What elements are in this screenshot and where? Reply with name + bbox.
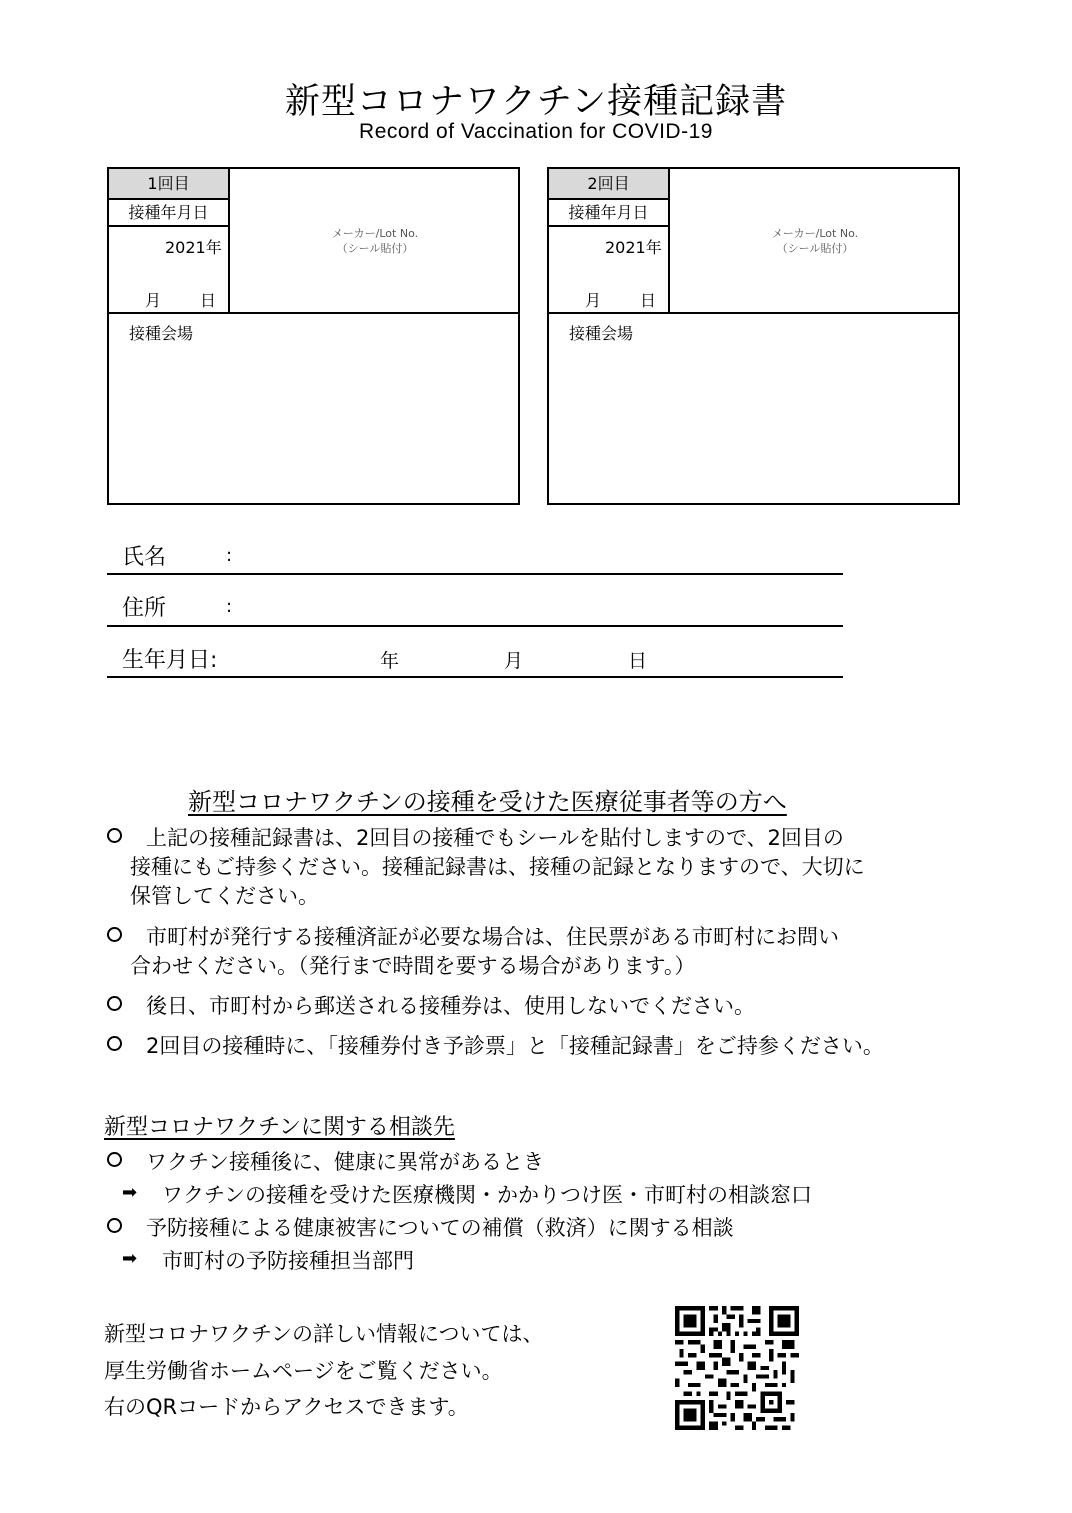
dose-ordinal: 2回目 [549, 169, 668, 200]
info-line-1: 新型コロナワクチンの詳しい情報については、 [104, 1322, 544, 1346]
card-divider [109, 312, 518, 314]
venue-label: 接種会場 [129, 324, 194, 343]
notice-1-line-1: 上記の接種記録書は、2回目の接種でもシールを貼付しますので、2回目の [146, 826, 844, 850]
arrow-right-icon: ➡ [122, 1182, 138, 1203]
circle-bullet-icon [107, 1152, 122, 1167]
date-day-label: 日 [200, 291, 217, 310]
info-line-3: 右のQRコードからアクセスできます。 [104, 1395, 469, 1419]
venue-label: 接種会場 [569, 324, 634, 343]
circle-bullet-icon [107, 1218, 122, 1233]
notice-4-line-1: 2回目の接種時に、「接種券付き予診票」と「接種記録書」をご持参ください。 [146, 1034, 884, 1058]
address-label: 住所 [122, 596, 167, 621]
sticker-area [230, 226, 520, 256]
sticker-maker-lot: メーカー/Lot No. [771, 227, 859, 240]
date-cell [109, 169, 230, 314]
sticker-area [670, 226, 960, 256]
circle-bullet-icon [107, 996, 122, 1011]
birthdate-label: 生年月日: [122, 648, 218, 673]
name-label: 氏名 [122, 545, 167, 570]
consult-1-question: ワクチン接種後に、健康に異常があるとき [146, 1150, 544, 1174]
circle-bullet-icon [107, 927, 122, 942]
circle-bullet-icon [107, 1036, 122, 1051]
notice-2-line-2: 合わせください。（発行まで時間を要する場合があります。） [130, 954, 696, 978]
sticker-maker-lot: メーカー/Lot No. [331, 227, 419, 240]
vaccination-card-2 [547, 167, 960, 505]
birth-day-unit: 日 [628, 650, 648, 672]
qr-code-icon[interactable] [675, 1306, 799, 1430]
birth-month-unit: 月 [504, 650, 524, 672]
consult-title: 新型コロナワクチンに関する相談先 [104, 1115, 455, 1140]
date-label: 接種年月日 [549, 200, 668, 227]
page-subtitle: Record of Vaccination for COVID-19 [359, 120, 713, 143]
vaccination-card-1 [107, 167, 520, 505]
name-colon: : [226, 545, 233, 566]
date-day-label: 日 [640, 291, 657, 310]
dose-ordinal: 1回目 [109, 169, 228, 200]
notice-2-line-1: 市町村が発行する接種済証が必要な場合は、住民票がある市町村にお問い [146, 925, 839, 949]
consult-2-answer: 市町村の予防接種担当部門 [162, 1249, 414, 1273]
birth-year-unit: 年 [380, 650, 400, 672]
consult-2-question: 予防接種による健康被害についての補償（救済）に関する相談 [146, 1216, 734, 1240]
address-colon: : [226, 596, 233, 617]
notice-title: 新型コロナワクチンの接種を受けた医療従事者等の方へ [188, 788, 787, 816]
notice-1-line-2: 接種にもご持参ください。接種記録書は、接種の記録となりますので、大切に [130, 855, 865, 879]
address-field-line[interactable] [107, 625, 843, 627]
date-month-label: 月 [585, 291, 602, 310]
arrow-right-icon: ➡ [122, 1248, 138, 1269]
card-divider [549, 312, 958, 314]
consult-1-answer: ワクチンの接種を受けた医療機関・かかりつけ医・市町村の相談窓口 [162, 1183, 812, 1207]
sticker-note: （シール貼付） [776, 242, 854, 255]
page-title: 新型コロナワクチン接種記録書 [284, 82, 788, 122]
date-month-label: 月 [145, 291, 162, 310]
birthdate-field-line[interactable] [107, 676, 843, 678]
name-field-line[interactable] [107, 573, 843, 575]
date-year: 2021年 [605, 238, 662, 257]
sticker-note: （シール貼付） [336, 242, 414, 255]
date-cell [549, 169, 670, 314]
date-year: 2021年 [165, 238, 222, 257]
notice-3-line-1: 後日、市町村から郵送される接種券は、使用しないでください。 [146, 994, 755, 1018]
notice-1-line-3: 保管してください。 [130, 884, 319, 908]
date-label: 接種年月日 [109, 200, 228, 227]
info-line-2: 厚生労働省ホームページをご覧ください。 [104, 1359, 503, 1383]
circle-bullet-icon [107, 828, 122, 843]
